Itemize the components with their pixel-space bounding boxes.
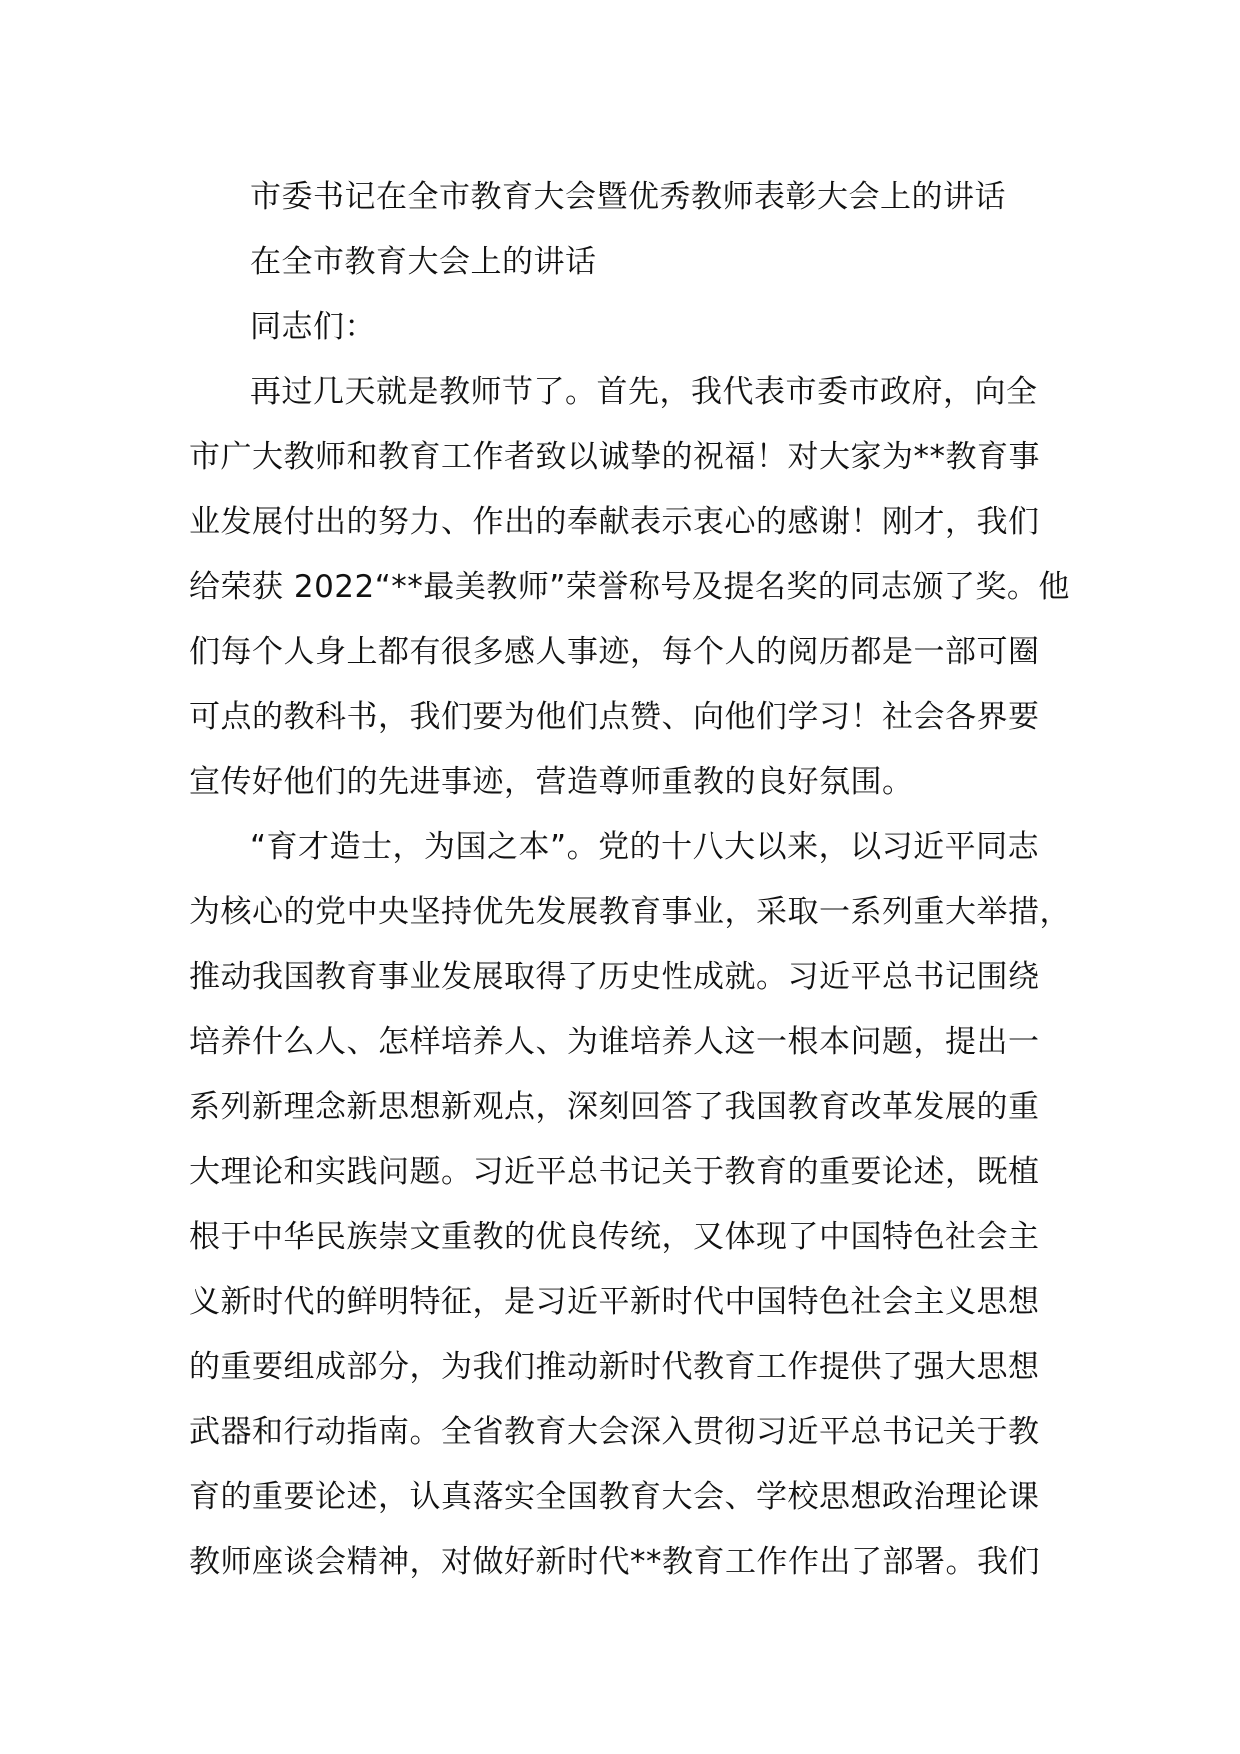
document-title: 市委书记在全市教育大会暨优秀教师表彰大会上的讲话 — [250, 179, 1006, 215]
paragraph-2-line: 大理论和实践问题。习近平总书记关于教育的重要论述，既植 — [189, 1154, 1040, 1190]
paragraph-2-line: 培养什么人、怎样培养人、为谁培养人这一根本问题，提出一 — [189, 1024, 1040, 1060]
paragraph-1-line: 可点的教科书，我们要为他们点赞、向他们学习！社会各界要 — [189, 699, 1040, 735]
paragraph-2-line: 武器和行动指南。全省教育大会深入贯彻习近平总书记关于教 — [189, 1414, 1040, 1450]
paragraph-2-line: 的重要组成部分，为我们推动新时代教育工作提供了强大思想 — [189, 1349, 1040, 1385]
salutation: 同志们： — [250, 309, 376, 345]
paragraph-2-line: 义新时代的鲜明特征，是习近平新时代中国特色社会主义思想 — [189, 1284, 1040, 1320]
paragraph-2-line: “育才造士，为国之本”。党的十八大以来，以习近平同志 — [250, 829, 1040, 865]
paragraph-2-line: 为核心的党中央坚持优先发展教育事业，采取一系列重大举措， — [189, 894, 1071, 930]
paragraph-2-line: 育的重要论述，认真落实全国教育大会、学校思想政治理论课 — [189, 1479, 1040, 1515]
paragraph-2-line: 根于中华民族崇文重教的优良传统，又体现了中国特色社会主 — [189, 1219, 1040, 1255]
paragraph-2-line: 教师座谈会精神，对做好新时代**教育工作作出了部署。我们 — [189, 1544, 1040, 1580]
paragraph-1-line: 市广大教师和教育工作者致以诚挚的祝福！对大家为**教育事 — [189, 439, 1040, 475]
paragraph-1-line: 业发展付出的努力、作出的奉献表示衷心的感谢！刚才，我们 — [189, 504, 1040, 540]
paragraph-2-line: 系列新理念新思想新观点，深刻回答了我国教育改革发展的重 — [189, 1089, 1040, 1125]
paragraph-1-line: 宣传好他们的先进事迹，营造尊师重教的良好氛围。 — [189, 764, 914, 800]
paragraph-1-line: 们每个人身上都有很多感人事迹，每个人的阅历都是一部可圈 — [189, 634, 1040, 670]
document-subtitle: 在全市教育大会上的讲话 — [250, 244, 597, 280]
paragraph-1-line: 再过几天就是教师节了。首先，我代表市委市政府，向全 — [250, 374, 1038, 410]
paragraph-1-line: 给荣获 2022“**最美教师”荣誉称号及提名奖的同志颁了奖。他 — [189, 569, 1070, 605]
paragraph-2-line: 推动我国教育事业发展取得了历史性成就。习近平总书记围绕 — [189, 959, 1040, 995]
